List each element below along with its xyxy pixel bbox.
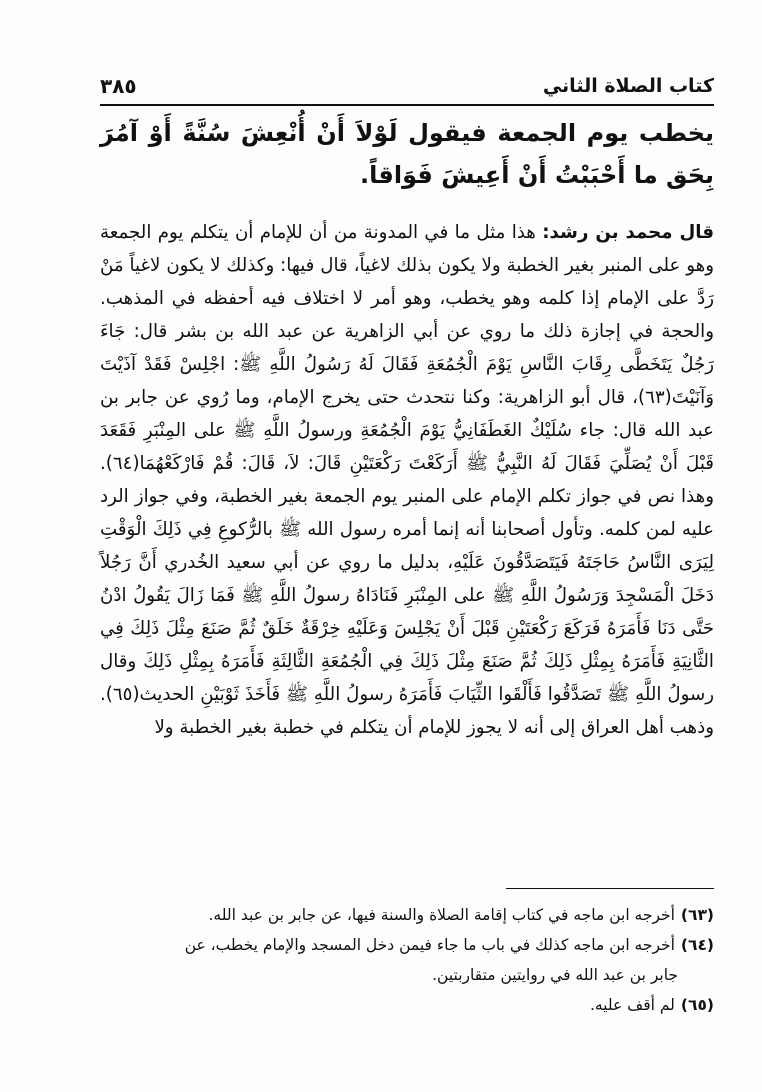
footnote-number: (٦٣) <box>680 906 714 924</box>
intro-paragraph: يخطب يوم الجمعة فيقول لَوْلاَ أَنْ أُنْعِشَ سُنَّةً أَوْ آمُرَ بِحَق ما أَحْبَبْتُ أَنْ أَعِيشَ فَوَاقاً. <box>100 119 714 189</box>
footnote-64 <box>100 930 714 960</box>
footnote-number: (٦٤) <box>680 936 714 954</box>
footnote-text: لم أقف عليه. <box>589 996 675 1014</box>
footnotes <box>100 900 714 1020</box>
footnote-divider <box>506 888 714 889</box>
running-title: كتاب الصلاة الثاني <box>542 75 714 97</box>
footnote-number: (٦٥) <box>680 996 714 1014</box>
footnote-65 <box>100 990 714 1020</box>
footnote-text: أخرجه ابن ماجه في كتاب إقامة الصلاة والسنة فيها، عن جابر بن عبد الله. <box>208 906 675 924</box>
commentary-lead: قال محمد بن رشد: <box>542 222 714 243</box>
footnote-63 <box>100 900 714 930</box>
commentary-paragraph <box>100 216 714 744</box>
commentary-body: هذا مثل ما في المدونة من أن للإمام أن يتكلم يوم الجمعة وهو على المنبر بغير الخطبة ولا يكون بذلك لاغياً، قال فيها: وكذلك لا يكون لاغياً مَنْ رَدَّ على الإمام إذا كلمه وهو يخطب، وهو أمر لا اختلاف فيه أحفظه في المذهب. والحجة في إجازة ذلك ما روي عن أبي الزاهرية عن عبد الله بن بشر قال: جَاءَ رَجُلٌ يَتَخَطَّى رِقَابَ النَّاسِ يَوْمَ الْجُمُعَةِ فَقَالَ لَهُ رَسُولُ اللَّهِ ﷺ: اجْلِسْ فَقَدْ آذَيْتَ وَآنَيْتَ(٦٣)، قال أبو الزاهرية: وكنا نتحدث حتى يخرج الإمام، وما رُوي عن جابر بن عبد الله قال: جاء سُلَيْكٌ الغَطَفَانِيُّ يَوْمَ الْجُمُعَةِ ورسولُ اللَّهِ ﷺ على المِنْبَرِ فَقَعَدَ قَبْلَ أَنْ يُصَلِّيَ فَقَالَ لَهُ النَّبِيُّ ﷺ أَرَكَعْتَ رَكْعَتَيْنِ قَالَ: لاَ، قَالَ: قُمْ فَارْكَعْهُمَا(٦٤). وهذا نص في جواز تكلم الإمام على المنبر يوم الجمعة بغير الخطبة، وفي جواز الرد عليه لمن كلمه. وتأول أصحابنا أنه إنما أمره رسول الله ﷺ بالرُّكوعِ فِي ذَلِكَ الْوَقْتِ لِيَرَى النَّاسُ حَاجَتَهُ فَيَتَصَدَّقُونَ عَلَيْهِ، بدليل ما روي عن أبي سعيد الخُدري أَنَّ رَجُلاً دَخَلَ الْمَسْجِدَ وَرَسُولُ اللَّهِ ﷺ على المِنْبَرِ فَنَادَاهُ رسولُ اللَّهِ ﷺ فَمَا زَالَ يَقُولُ ادْنُ حَتَّى دَنَا فَأَمَرَهُ فَرَكَعَ رَكْعَتَيْنِ قَبْلَ أَنْ يَجْلِسَ وَعَلَيْهِ خِرْقَةٌ خَلَقٌ ثُمَّ صَنَعَ مِثْلَ ذَلِكَ فِي الثَّانِيَةِ فَأَمَرَهُ بِمِثْلِ ذَلِكَ ثُمَّ صَنَعَ مِثْلَ ذَلِكَ فِي الْجُمُعَةِ الثَّالِثَةِ فَأَمَرَهُ بِمِثْلِ ذَلِكَ وقال رسولُ اللَّهِ ﷺ تَصَدَّقُوا فَأَلْقَوا الثِّيَابَ فَأَمَرَهُ رسولُ اللَّهِ ﷺ فَأَخَذَ ثَوْبَيْنِ الحديث(٦٥). وذهب أهل العراق إلى أنه لا يجوز للإمام أن يتكلم في خطبة بغير الخطبة ولا <box>100 222 714 738</box>
page-header <box>100 68 714 106</box>
footnote-text: أخرجه ابن ماجه كذلك في باب ما جاء فيمن دخل المسجد والإمام يخطب، عن <box>184 936 675 954</box>
page-number: ٣٨٥ <box>100 74 137 98</box>
main-text <box>100 112 714 744</box>
footnote-64-continuation: جابر بن عبد الله في روايتين متقاربتين. <box>432 966 678 984</box>
